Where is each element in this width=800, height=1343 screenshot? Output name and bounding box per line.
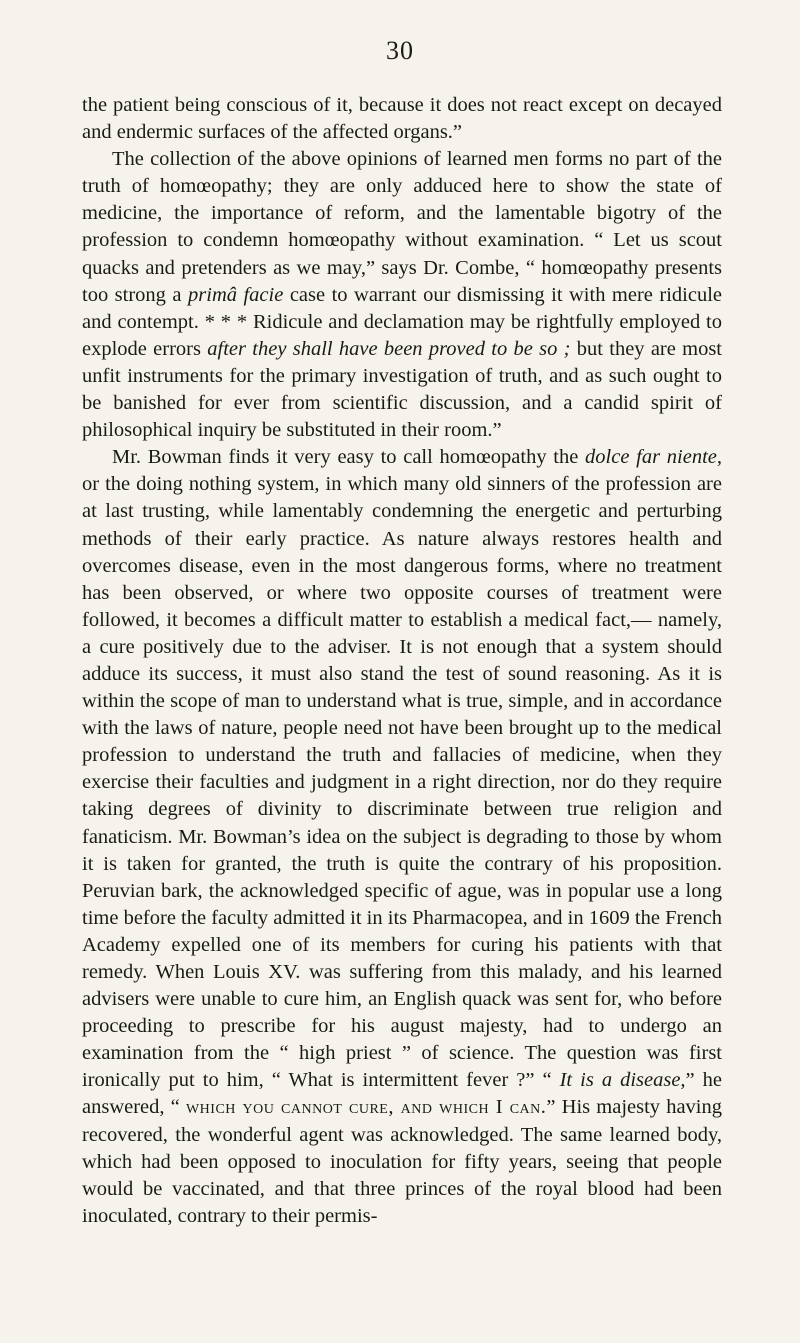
page-number: 30 — [386, 36, 414, 65]
text-run: or the doing nothing system, in which many old sinners of the profession are at last trusting, while lamentably condemning the energetic and perturbing methods of their early practice. As nature always restores health and overcomes disease, even in the most dangerous forms, where no treatment has been observed, or where two opposite courses of treatment were followed, it becomes a difficult matter to establish a medical fact,— namely, a cure positively due to the adviser. It is not enough that a system should adduce its success, it must also stand the test of sound reasoning. As it is within the scope of man to understand what is true, simple, and in accordance with the laws of nature, people need not have been brought up to the medical profession to understand the truth and fallacies of medicine, when they exercise their faculties and judgment in a right direction, nor do they require taking degrees of divinity to discriminate between true religion and fanaticism. Mr. Bowman’s idea on the subject is degrading to those by whom it is taken for granted, the truth is quite the contrary of his proposition. Peruvian bark, the acknowledged specific of ague, was in popular use a long time before the faculty admitted it in its Pharmacopea, and in 1609 the French Academy expelled one of its members for curing his patients with that remedy. When Louis XV. was suffering from this malady, and his learned advisers were unable to cure him, an English quack was sent for, who before proceeding to prescribe for his august majesty, had to undergo an examination from the “ high priest ” of science. The question was first ironically put to him, “ What is intermittent fever ?” “ — [82, 473, 722, 1092]
italic-text: dolce far niente, — [585, 446, 722, 469]
text-run: but they are most unfit instruments for the primary investigation of truth, and as such ought to be banished for ever from scientific discussion, and a candid spirit of philosophical inquiry be substituted in their room.” — [82, 337, 723, 442]
paragraph — [82, 146, 722, 444]
italic-text: after they shall have been proved to be so ; — [207, 337, 571, 360]
text-run: the patient being conscious of it, because it does not react except on decayed and endermic surfaces of the affected organs.” — [82, 94, 722, 144]
body-text — [82, 92, 722, 1230]
text-run: Mr. Bowman finds it very easy to call homœopathy the — [112, 446, 586, 469]
italic-text: primâ facie — [188, 283, 284, 306]
text-run: case to warrant our dismissing it with mere ridicule and contempt. * * * Ridicule and declamation may be rightfully employed to explode errors — [82, 283, 723, 360]
paragraph — [82, 92, 722, 146]
italic-text: It is a disease, — [559, 1069, 686, 1092]
text-run: ” he answered, “ — [82, 1069, 722, 1119]
text-run: The collection of the above opinions of learned men forms no part of the truth of homœopathy; they are only adduced here to show the state of medicine, the importance of reform, and the lamentable bigotry of the profession to condemn homœopathy without examination. “ Let us scout quacks and pretenders as we may,” says Dr. Combe, “ homœopathy presents too strong a — [82, 148, 722, 306]
paragraph — [82, 444, 722, 1230]
small-caps-text: which you cannot cure, and which I can. — [185, 1096, 547, 1119]
text-run: ” His majesty having recovered, the wonderful agent was acknowledged. The same learned body, which had been opposed to inoculation for fifty years, seeing that people would be vaccinated, and that three princes of the royal blood had been inoculated, contrary to their permis- — [82, 1096, 722, 1227]
